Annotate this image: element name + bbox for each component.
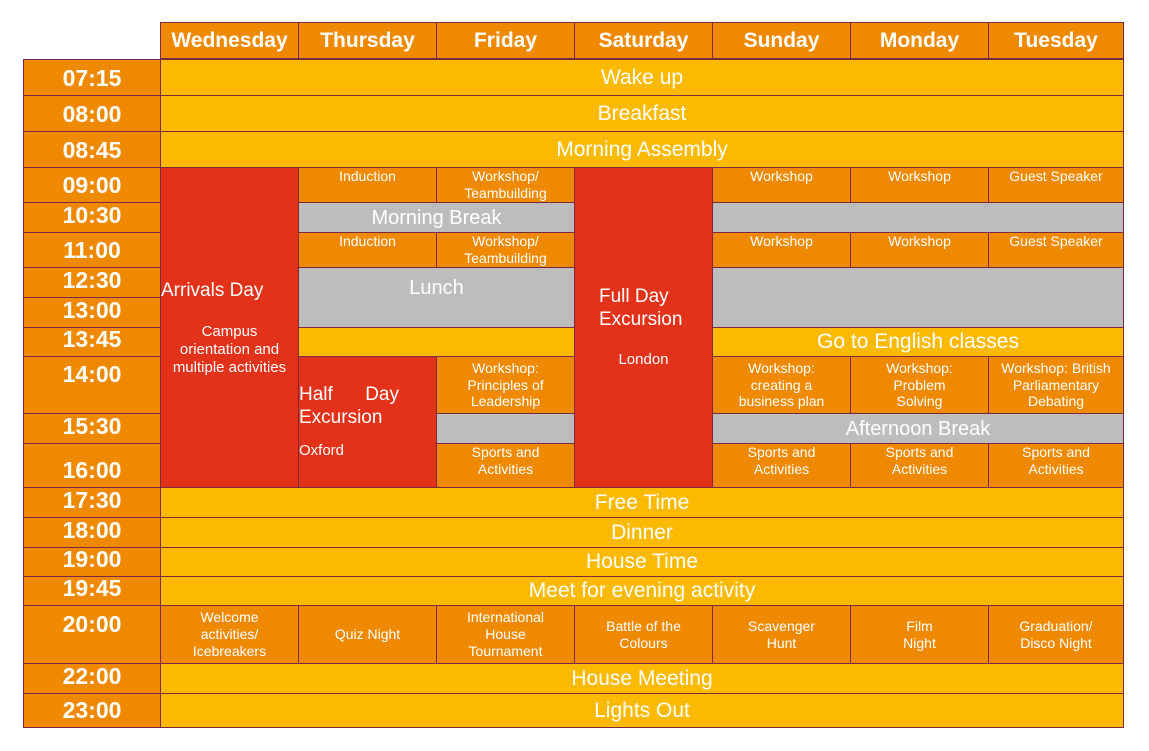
event-afternoon-break: Afternoon Break: [712, 413, 1124, 444]
arrivals-day-title: Arrivals Day: [161, 280, 264, 302]
event-house-meeting: House Meeting: [160, 663, 1124, 694]
day-header-tuesday: Tuesday: [988, 22, 1124, 59]
event-wake-up: Wake up: [160, 59, 1124, 96]
event-half-day-excursion: [298, 356, 437, 488]
event-battle-of-the-colours: Battle of the Colours: [574, 605, 713, 664]
event-induction: Induction: [298, 232, 437, 268]
event-workshop: Workshop: [850, 232, 989, 268]
time-slot: 16:00: [23, 443, 161, 488]
time-slot: 09:00: [23, 167, 161, 203]
arrivals-day-detail: Campus orientation and multiple activities: [172, 322, 287, 376]
event-workshop-problem-solving: Workshop: Problem Solving: [850, 356, 989, 414]
half-day-excursion-title: Half Day Excursion: [299, 384, 399, 428]
event-workshop-business-plan: Workshop: creating a business plan: [712, 356, 851, 414]
event-morning-assembly: Morning Assembly: [160, 131, 1124, 168]
time-slot: 18:00: [23, 517, 161, 548]
day-header-saturday: Saturday: [574, 22, 713, 59]
event-quiz-night: Quiz Night: [298, 605, 437, 664]
event-arrivals-day: [160, 167, 299, 488]
time-slot: 10:30: [23, 202, 161, 233]
event-workshop-leadership: Workshop: Principles of Leadership: [436, 356, 575, 414]
event-graduation-disco-night: Graduation/ Disco Night: [988, 605, 1124, 664]
time-slot: 22:00: [23, 663, 161, 694]
event-film-night: Film Night: [850, 605, 989, 664]
event-lunch: Lunch: [298, 267, 575, 328]
event-workshop: Workshop: [712, 167, 851, 203]
event-lunch-gap: [712, 267, 1124, 328]
event-international-house-tournament: International House Tournament: [436, 605, 575, 664]
event-afternoon-break-gap: [436, 413, 575, 444]
event-workshop: Workshop: [850, 167, 989, 203]
event-workshop-teambuilding: Workshop/ Teambuilding: [436, 167, 575, 203]
time-slot: 20:00: [23, 605, 161, 664]
time-slot: 13:45: [23, 327, 161, 357]
event-meet-evening-activity: Meet for evening activity: [160, 576, 1124, 606]
time-slot: 19:45: [23, 576, 161, 606]
day-header-sunday: Sunday: [712, 22, 851, 59]
day-header-wednesday: Wednesday: [160, 22, 299, 59]
event-welcome-activities: Welcome activities/ Icebreakers: [160, 605, 299, 664]
event-sports-activities: Sports and Activities: [712, 443, 851, 488]
time-slot: 17:30: [23, 487, 161, 518]
half-day-excursion-place: Oxford: [299, 441, 345, 459]
event-morning-break-gap: [712, 202, 1124, 233]
time-slot: 08:00: [23, 95, 161, 132]
event-dinner: Dinner: [160, 517, 1124, 548]
event-full-day-excursion: [574, 167, 713, 488]
time-slot: 14:00: [23, 356, 161, 414]
event-guest-speaker: Guest Speaker: [988, 232, 1124, 268]
time-slot: 07:15: [23, 59, 161, 96]
time-slot: 15:30: [23, 413, 161, 444]
event-breakfast: Breakfast: [160, 95, 1124, 132]
event-workshop: Workshop: [712, 232, 851, 268]
time-slot: 11:00: [23, 232, 161, 268]
day-header-thursday: Thursday: [298, 22, 437, 59]
event-sports-activities: Sports and Activities: [436, 443, 575, 488]
event-workshop-teambuilding: Workshop/ Teambuilding: [436, 232, 575, 268]
full-day-excursion-title: Full Day Excursion: [599, 285, 683, 330]
event-sports-activities: Sports and Activities: [988, 443, 1124, 488]
time-slot: 23:00: [23, 693, 161, 728]
event-morning-break: Morning Break: [298, 202, 575, 233]
time-slot: 12:30: [23, 267, 161, 298]
event-scavenger-hunt: Scavenger Hunt: [712, 605, 851, 664]
event-lights-out: Lights Out: [160, 693, 1124, 728]
event-induction: Induction: [298, 167, 437, 203]
event-workshop-debating: Workshop: British Parliamentary Debating: [988, 356, 1124, 414]
event-sports-activities: Sports and Activities: [850, 443, 989, 488]
event-go-to-english-classes: Go to English classes: [712, 327, 1124, 357]
day-header-friday: Friday: [436, 22, 575, 59]
time-slot: 19:00: [23, 547, 161, 577]
event-house-time: House Time: [160, 547, 1124, 577]
day-header-monday: Monday: [850, 22, 989, 59]
event-free-time: Free Time: [160, 487, 1124, 518]
time-slot: 13:00: [23, 297, 161, 328]
time-slot: 08:45: [23, 131, 161, 168]
event-guest-speaker: Guest Speaker: [988, 167, 1124, 203]
full-day-excursion-place: London: [618, 351, 669, 369]
event-empty-slot: [298, 327, 575, 357]
